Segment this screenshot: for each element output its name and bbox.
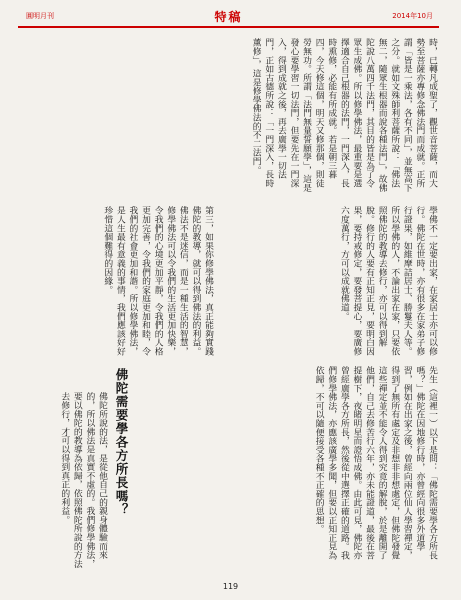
magazine-name: 圓明月刊: [26, 12, 54, 20]
article-top-block: 時，已轉凡成聖了，觀世音菩薩，而大勢至菩薩亦專修念佛法門而成就。正所謂「皆是一乘法，各有不同」，並無高下之分。就如文殊師利菩薩所說：「佛法無二，隨眾生根器而說各種法門」，故佛陀說八萬四千法門，其目的皆是為了令眾生成佛。所以修學佛法，最重要是選擇適合自己根器的法門，一門深入，長時熏修，必能有所成就。若是朝三暮四，今天修這個，明天又修那個，則徒勞無功。所謂「法門無量誓願學」，這是發心要學習一切法門，但要先在一門深入，得到成就之後，再去廣學一切法門，正如古德所說：「一門深入，長時薰修」，這是修學佛法的不二法門。: [250, 38, 437, 192]
article-mid-right-block: 學佛不一定要出家，在家居士亦可以修行。佛陀在世時，亦有很多在家弟子修行證果，如維摩詰居士、勝鬘夫人等。所以學佛的人，不論出家在家，只要依照佛陀的教導去修行，亦可以得到解脫。修行的人要有正知正見，要明白因果，要持戒修定，要發菩提心，要廣修六度萬行，方可以成就佛道。: [338, 206, 437, 356]
article-bottom-left-block: 佛陀所說的法，是從他自己的親身體驗而來的，所以佛法是真實不虛的。我們修學佛法，要以佛陀的教導為依歸，依照佛陀所說的方法去修行，才可以得到真正的利益。: [59, 392, 107, 568]
article-mid-left-block: 第三，如果你修學佛法，真正能夠實踐佛陀的教導，就可以得到佛法的利益。佛法不是迷信，而是一種生活的智慧，修學佛法可以令我們的生活更加快樂，令我們的心境更加平靜，令我們的人格更加完善，令我們的家庭更加和睦，令我們的社會更加和諧。所以修學佛法，是人生最有意義的事情，我們應該好好珍惜這個難得的因緣。: [102, 206, 213, 356]
section-heading: 佛陀需要學各方所長嗎？: [114, 368, 129, 517]
issue-date: 2014年10月: [392, 12, 433, 20]
header-divider: [18, 26, 439, 28]
page-header: [18, 8, 439, 26]
page-number: 119: [222, 582, 239, 591]
section-title: 特稿: [214, 10, 243, 24]
article-bottom-right-block: 先生（這裡一）以下是問：「佛陀需要學各方所長嗎？」佛陀在因地修行時，亦曾經向很多外道學習，例如在出家之後，曾經向兩位仙人學習禪定，得到了無所有處定及非想非非想處定，但佛陀發覺這些禪定並不能令人得到究竟的解脫，於是離開了他們，自己去修苦行六年，亦未能證道，最後在菩提樹下，夜睹明星而證悟成佛。由此可見，佛陀亦曾經廣學各方所長，然後從中選擇正確的道路。我們修學佛法，亦應該廣學多聞，但要以正知正見為依歸，不可以隨便接受各種不正確的思想。: [313, 366, 437, 560]
